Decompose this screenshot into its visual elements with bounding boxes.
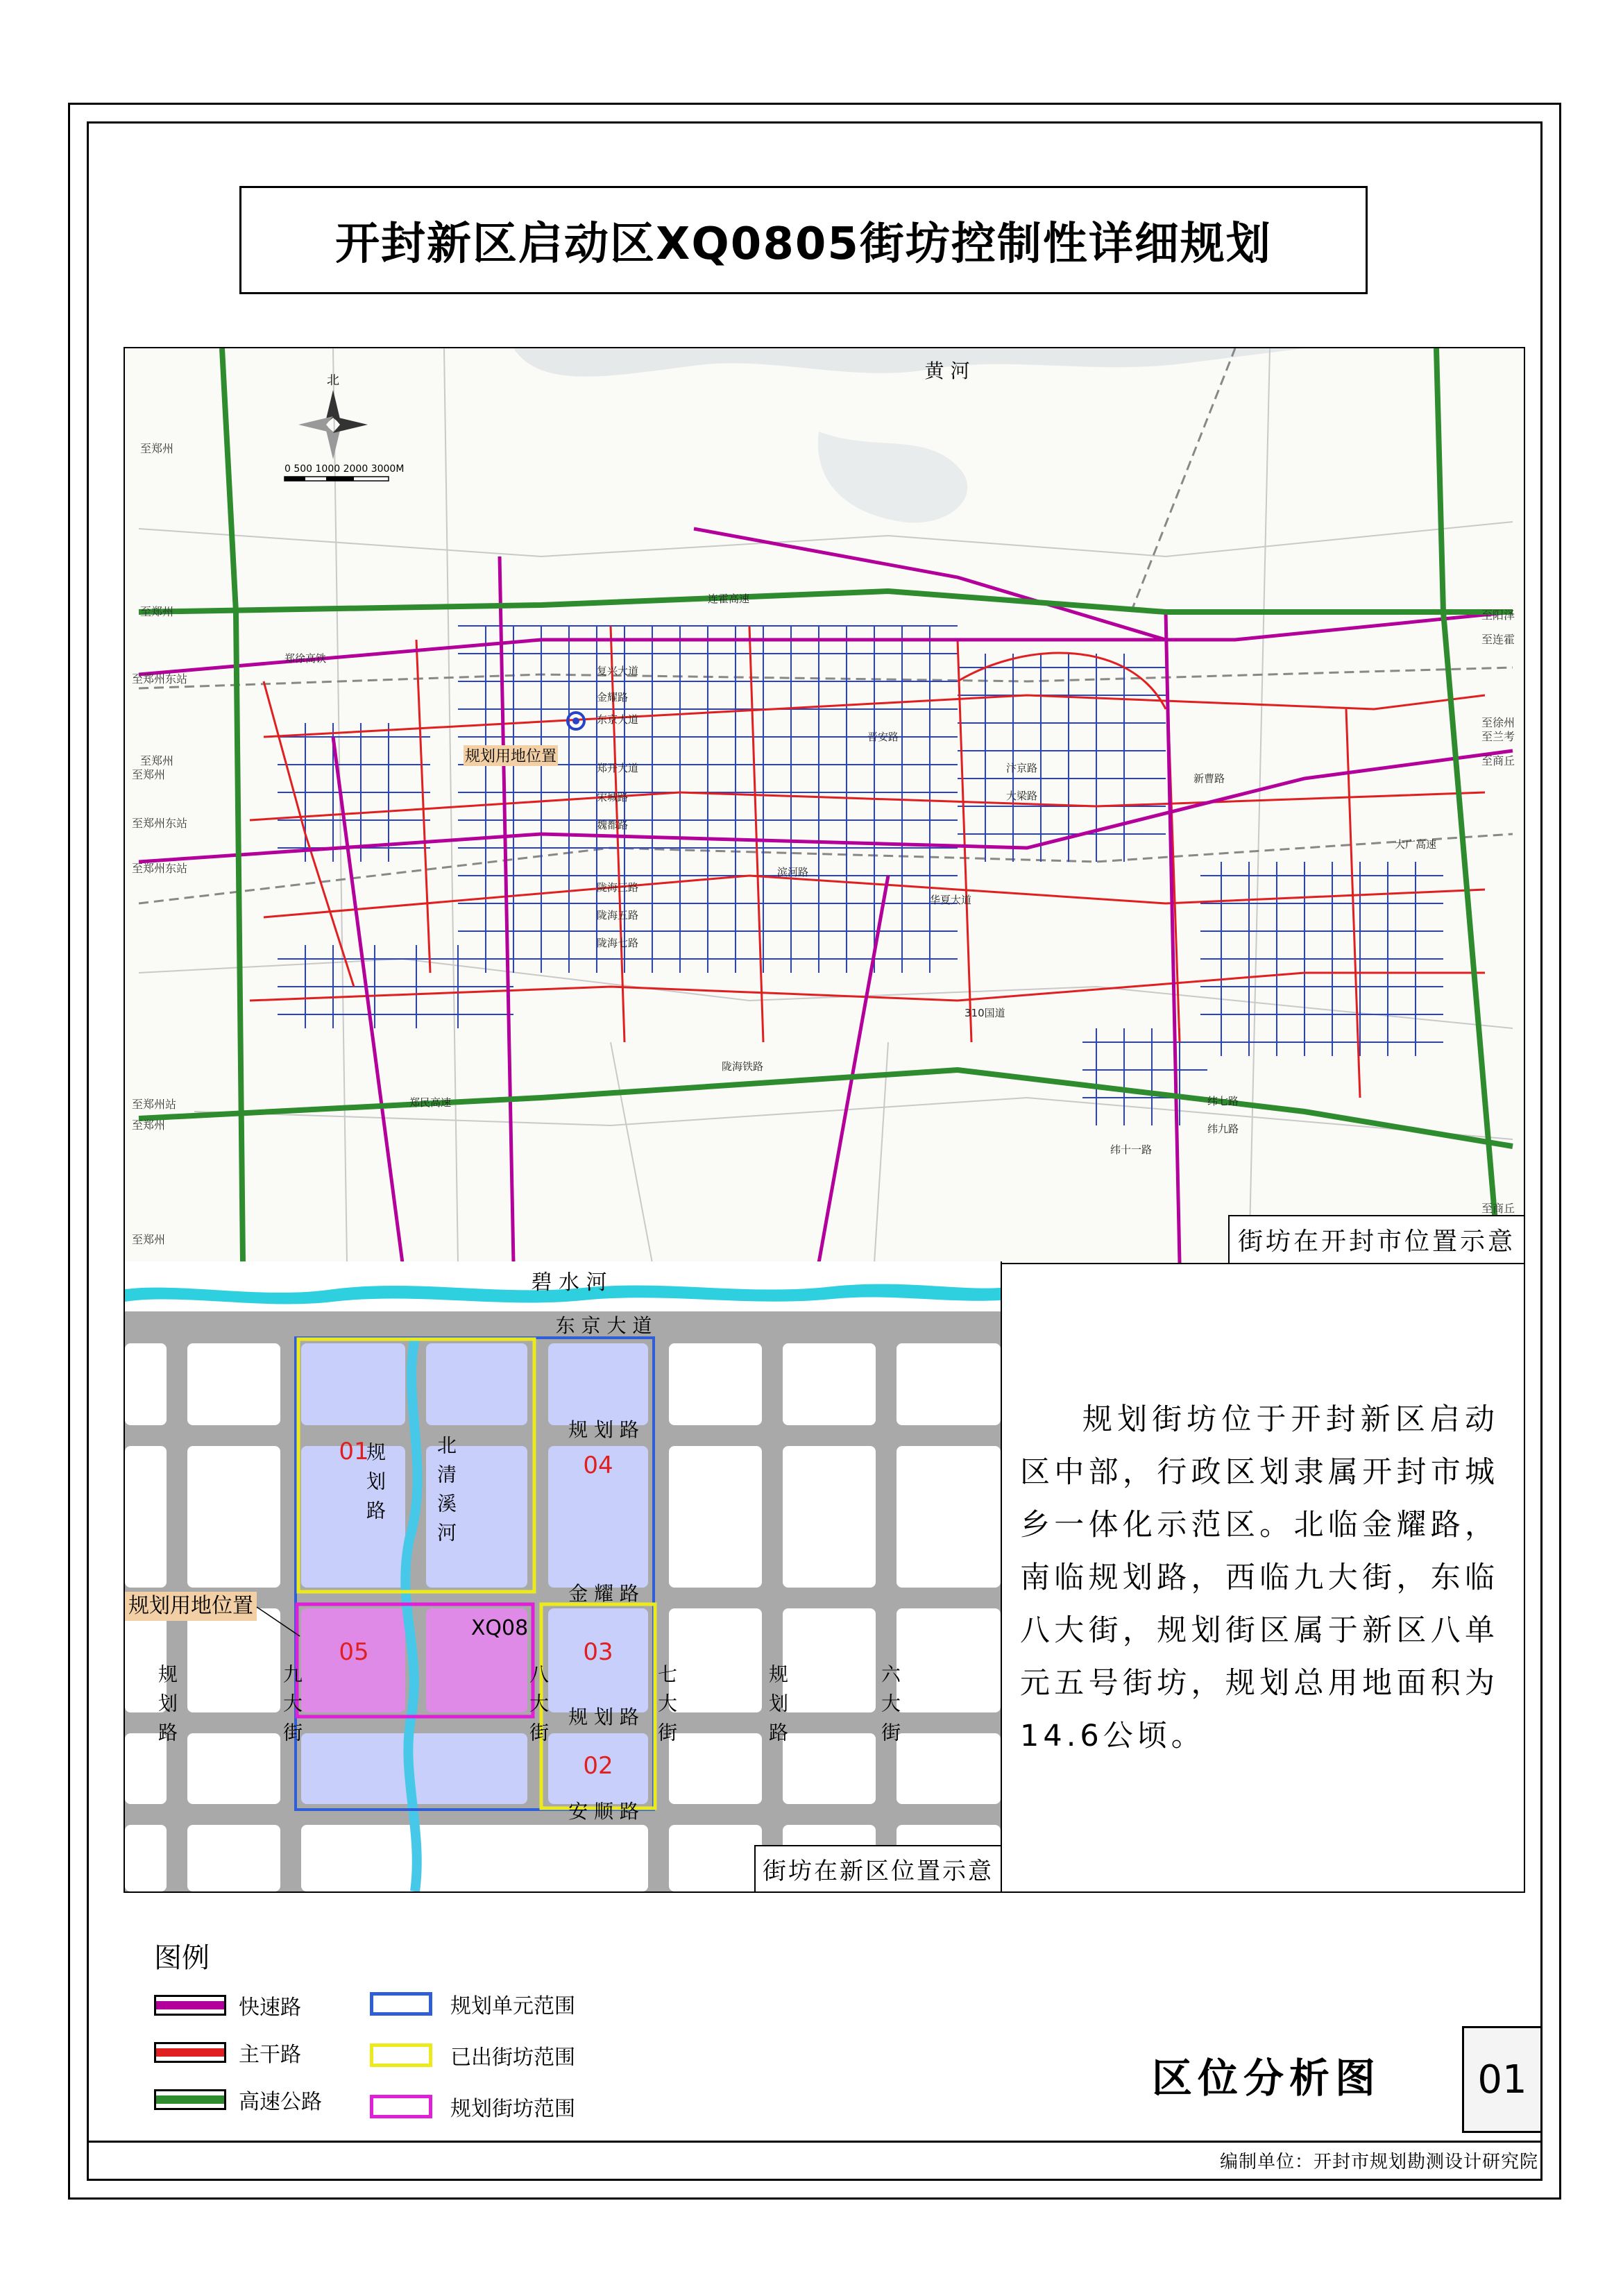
- sheet-title: 区位分析图: [1152, 2055, 1382, 2102]
- creek-label: 北清溪河: [434, 1435, 457, 1551]
- site-marker-dot: [572, 717, 579, 724]
- road-lower-label: 规 划 路: [568, 1706, 639, 1728]
- road-label: 纬九路: [1207, 1123, 1239, 1135]
- district-location-map: [125, 1261, 1002, 1891]
- road-middle-label: 金 耀 路: [568, 1582, 639, 1605]
- minor-roads: [139, 348, 1513, 1263]
- road-label: 晋安路: [867, 731, 899, 743]
- road-label: 魏都路: [597, 819, 629, 831]
- north-label: 北: [327, 373, 339, 388]
- location-description: 规划街坊位于开封新区启动区中部，行政区划隶属开封市城乡一体化示范区。北临金耀路，南临规划路，西临九大街，东临八大街，规划街区属于新区八单元五号街坊，规划总用地面积为14.6公顷。: [1020, 1402, 1499, 1753]
- edge-label: 至郑州东站: [132, 862, 188, 875]
- edge-label: 至商丘: [1481, 754, 1515, 767]
- east-plan-road-label: 规划路: [766, 1664, 789, 1751]
- edge-label: 至阳泽: [1481, 609, 1515, 622]
- road-label: 华夏大道: [930, 894, 972, 906]
- block-number: 02: [583, 1752, 613, 1780]
- legend-planning-unit: [370, 1989, 575, 2019]
- ba-street-label: 八大街: [527, 1664, 550, 1751]
- lower-panel: [124, 1261, 1525, 1893]
- road-label: 复兴大道: [597, 665, 639, 677]
- site-label: 规划用地位置: [128, 1594, 253, 1618]
- edge-label: 至郑州东站: [132, 672, 188, 686]
- liu-street-label: 六大街: [878, 1664, 901, 1751]
- road-label: 东京大道: [597, 713, 639, 726]
- edge-label: 至郑州东站: [132, 817, 188, 830]
- footer-rule: [87, 2141, 1540, 2143]
- qi-street-label: 七大街: [655, 1664, 678, 1751]
- river-label: 碧 水 河: [531, 1270, 607, 1295]
- road-label: 310国道: [965, 1007, 1005, 1019]
- scale-label: 0 500 1000 2000 3000M: [284, 464, 405, 475]
- north-arrow-icon: [298, 390, 368, 459]
- road-label: 滨河路: [777, 866, 809, 878]
- scale-bar: [284, 477, 389, 481]
- road-label: 郑徐高铁: [284, 652, 327, 665]
- edge-label: 至郑州: [132, 768, 166, 781]
- road-label: 郑开大道: [597, 762, 639, 774]
- road-label: 纬七路: [1207, 1095, 1239, 1107]
- road-label: 陇海七路: [597, 937, 639, 949]
- city-map-svg: [125, 348, 1524, 1263]
- expressway-swatch: [154, 1995, 226, 2016]
- planning-unit-blocks: [301, 1343, 648, 1804]
- existing-block-swatch: [370, 2043, 432, 2067]
- road-label: 大广高速: [1395, 838, 1437, 851]
- legend-title: 图例: [154, 1942, 210, 1974]
- yellow-river-area: [513, 348, 1305, 377]
- road-label: 陇海铁路: [722, 1060, 764, 1073]
- block-plan-road-label: 规划路: [364, 1442, 386, 1529]
- road-label: 宋城路: [597, 791, 629, 803]
- road-label: 陇海五路: [597, 909, 639, 921]
- main-roads: [250, 626, 1485, 1098]
- road-label: 新曹路: [1193, 772, 1225, 785]
- legend-expressway: [154, 1990, 301, 2021]
- legend-label: 规划街坊范围: [450, 2097, 575, 2121]
- road-label: 纬十一路: [1110, 1143, 1153, 1156]
- road-bottom-label: 安 顺 路: [568, 1800, 639, 1823]
- legend-label: 已出街坊范围: [450, 2046, 575, 2070]
- road-label: 大梁路: [1006, 790, 1038, 802]
- river-label: 黄 河: [924, 359, 970, 382]
- block-number: 04: [583, 1452, 613, 1479]
- city-map-caption: 街坊在开封市位置示意: [1228, 1215, 1524, 1263]
- edge-label: 至郑州: [140, 442, 174, 455]
- sheet-number: 01: [1462, 2026, 1543, 2133]
- footer-credit: 编制单位：开封市规划勘测设计研究院: [1219, 2152, 1538, 2172]
- block-number: 05: [339, 1638, 369, 1666]
- city-location-map: [124, 347, 1525, 1264]
- block-number: 01: [339, 1438, 369, 1465]
- legend-label: 高速公路: [239, 2090, 322, 2114]
- lake-area: [818, 432, 967, 522]
- legend-highway: [154, 2084, 322, 2115]
- legend-site-block: [370, 2091, 575, 2122]
- edge-label: 至商丘: [1481, 1202, 1515, 1215]
- edge-label: 至郑州: [140, 605, 174, 618]
- road-label: 汴京路: [1006, 762, 1038, 774]
- edge-label: 至郑州: [140, 754, 174, 767]
- road-label: 郑民高速: [409, 1096, 452, 1109]
- edge-label: 至兰考: [1481, 730, 1515, 743]
- road-label: 陇海三路: [597, 881, 639, 894]
- road-top-label: 东 京 大 道: [555, 1314, 652, 1337]
- legend-arterial: [154, 2037, 301, 2068]
- legend-label: 主干路: [239, 2043, 301, 2067]
- site-block-swatch: [370, 2095, 432, 2118]
- block-number: 03: [583, 1638, 613, 1666]
- block-road-label: 规 划 路: [568, 1418, 639, 1441]
- planning-unit-swatch: [370, 1992, 432, 2016]
- road-label: 连霍高速: [708, 593, 750, 605]
- west-plan-road-label: 规划路: [155, 1664, 178, 1751]
- district-map-svg: [125, 1261, 1001, 1891]
- arterial-swatch: [154, 2042, 226, 2063]
- jiu-street-label: 九大街: [280, 1664, 303, 1751]
- plan-title: 开封新区启动区XQ0805街坊控制性详细规划: [239, 186, 1368, 294]
- legend-label: 快速路: [239, 1996, 301, 2020]
- edge-labels: [132, 442, 1515, 1246]
- legend-label: 规划单元范围: [450, 1994, 575, 2018]
- road-labels: [284, 593, 1436, 1156]
- site-label: 规划用地位置: [464, 748, 557, 765]
- road-label: 金耀路: [597, 691, 629, 704]
- edge-label: 至连霍: [1481, 633, 1515, 646]
- edge-label: 至郑州: [132, 1233, 166, 1246]
- edge-label: 至郑州: [132, 1119, 166, 1132]
- legend-existing-block: [370, 2040, 575, 2070]
- unit-label: XQ08: [470, 1616, 529, 1640]
- highway-swatch: [154, 2089, 226, 2110]
- edge-label: 至徐州: [1481, 716, 1515, 729]
- district-map-caption: 街坊在新区位置示意: [754, 1845, 1001, 1891]
- edge-label: 至郑州站: [132, 1098, 177, 1111]
